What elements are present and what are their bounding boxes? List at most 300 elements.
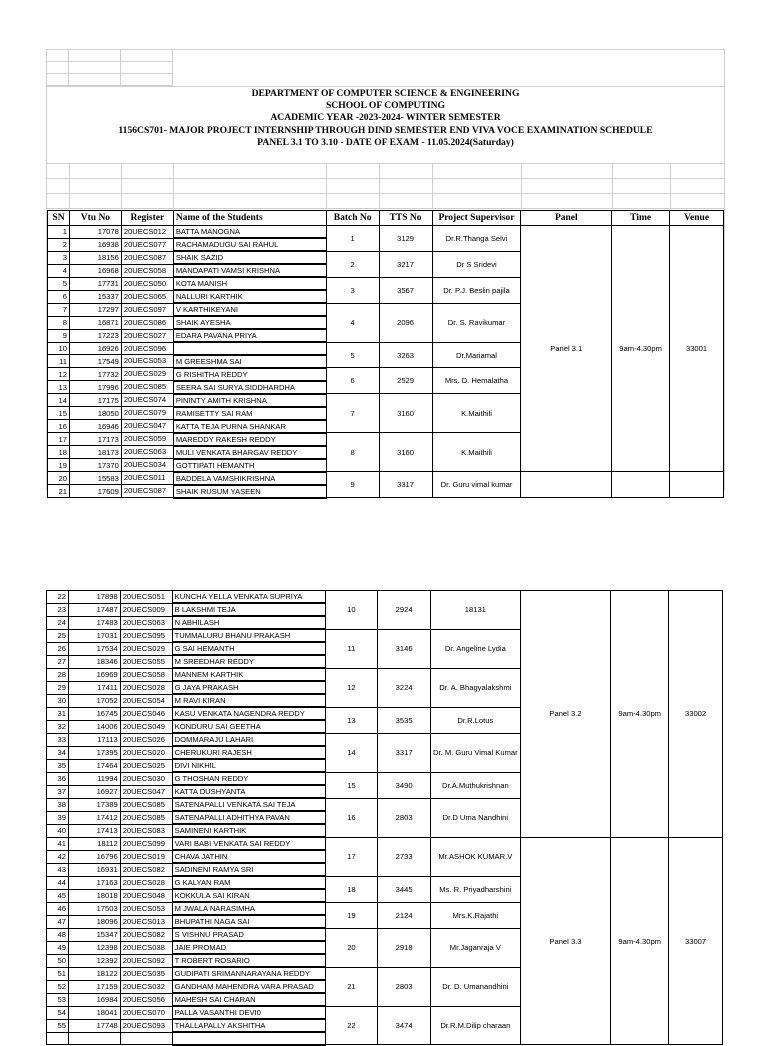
student-name-cell: BADDELA VAMSHIKRISHNA	[173, 472, 326, 485]
student-name-cell: G KALYAN RAM	[172, 876, 325, 889]
vtu-no-cell: 16927	[68, 785, 120, 798]
tts-no-cell: 3263	[379, 342, 432, 368]
register-cell: 20UECS087	[121, 485, 173, 498]
column-header-panel: Panel	[521, 211, 612, 226]
register-cell: 20UECS054	[120, 694, 172, 707]
schedule-page-1	[46, 49, 725, 496]
student-name-cell: MAREDDY RAKESH REDDY	[173, 433, 326, 446]
sn-cell: 31	[47, 707, 69, 720]
sn-cell: 48	[47, 928, 69, 941]
batch-no-cell: 21	[325, 967, 378, 1006]
sn-cell: 44	[47, 876, 69, 889]
student-name-cell: PININTY AMITH KRISHNA	[173, 394, 326, 407]
vtu-no-cell: 14006	[68, 720, 120, 733]
register-cell: 20UECS029	[121, 368, 173, 381]
student-name-cell: G RISHITHA REDDY	[173, 368, 326, 381]
vtu-no-cell: 17412	[68, 811, 120, 824]
sn-cell: 7	[48, 303, 70, 316]
tts-no-cell: 2924	[378, 591, 431, 630]
tts-no-cell: 3217	[379, 251, 432, 277]
venue-cell: 33002	[669, 591, 723, 838]
grid-cell	[69, 74, 121, 86]
grid-cell	[121, 50, 173, 62]
student-name-cell: M SREEDHAR REDDY	[172, 655, 325, 668]
register-cell: 20UECS029	[120, 642, 172, 655]
batch-no-cell: 16	[325, 798, 378, 837]
batch-no-cell: 10	[325, 591, 378, 630]
table-header-row	[48, 211, 724, 226]
vtu-no-cell: 17549	[69, 355, 121, 368]
student-name-cell: THALLAPALLY AKSHITHA	[172, 1019, 325, 1032]
vtu-no-cell: 11994	[68, 772, 120, 785]
batch-no-cell: 5	[326, 342, 379, 368]
grid-cell	[47, 62, 69, 74]
sn-cell: 54	[47, 1006, 69, 1019]
time-cell: 9am-4.30pm	[612, 226, 670, 472]
header-line: 1156CS701- MAJOR PROJECT INTERNSHIP THROUGH DIND SEMESTER END VIVA VOCE EXAMINATION SCHEDULE	[118, 124, 653, 136]
table-row	[47, 591, 723, 604]
project-supervisor-cell: K.Maithili	[432, 394, 521, 433]
register-cell: 20UECS050	[121, 277, 173, 290]
vtu-no-cell: 18122	[68, 967, 120, 980]
student-name-cell	[172, 1032, 325, 1045]
register-cell: 20UECS027	[121, 329, 173, 342]
column-header-supervisor: Project Supervisor	[432, 211, 521, 226]
sn-cell: 5	[48, 277, 70, 290]
register-cell: 20UECS019	[120, 850, 172, 863]
project-supervisor-cell: Dr S Sridevi	[432, 251, 521, 277]
register-cell: 20UECS096	[121, 342, 173, 355]
vtu-no-cell: 17996	[69, 381, 121, 394]
batch-no-cell: 8	[326, 433, 379, 472]
grid-line	[326, 164, 327, 209]
vtu-no-cell: 16938	[69, 238, 121, 251]
tts-no-cell: 3317	[378, 733, 431, 772]
vtu-no-cell: 18041	[68, 1006, 120, 1019]
sn-cell: 30	[47, 694, 69, 707]
project-supervisor-cell: 18131	[431, 591, 521, 630]
register-cell: 20UECS085	[120, 811, 172, 824]
student-name-cell: MULI VENKATA BHARGAV REDDY	[173, 446, 326, 459]
vtu-no-cell: 17175	[69, 394, 121, 407]
vtu-no-cell: 17223	[69, 329, 121, 342]
register-cell: 20UECS065	[121, 290, 173, 303]
register-cell: 20UECS051	[120, 591, 172, 604]
sn-cell: 16	[48, 420, 70, 433]
project-supervisor-cell: Dr.R.Lotus	[431, 707, 521, 733]
sn-cell: 2	[48, 238, 70, 251]
sn-cell: 4	[48, 264, 70, 277]
project-supervisor-cell: Dr. A. Bhagyalakshmi	[431, 668, 521, 707]
register-cell: 20UECS083	[120, 824, 172, 837]
schedule-table-continued	[46, 590, 723, 1046]
student-name-cell: MAHESH SAI CHARAN	[172, 993, 325, 1006]
vtu-no-cell: 17898	[68, 591, 120, 604]
vtu-no-cell: 17159	[68, 980, 120, 993]
register-cell: 20UECS025	[120, 759, 172, 772]
vtu-no-cell: 16745	[68, 707, 120, 720]
sn-cell: 22	[47, 591, 69, 604]
sn-cell: 17	[48, 433, 70, 446]
student-name-cell: SATENAPALLI VENKATA SAI TEJA	[172, 798, 325, 811]
table-row	[48, 226, 724, 239]
batch-no-cell: 13	[325, 707, 378, 733]
register-cell: 20UECS034	[121, 459, 173, 472]
register-cell: 20UECS059	[121, 433, 173, 446]
vtu-no-cell: 18173	[69, 446, 121, 459]
tts-no-cell: 2803	[378, 798, 431, 837]
sn-cell: 47	[47, 915, 69, 928]
register-cell: 20UECS055	[120, 655, 172, 668]
sn-cell: 10	[48, 342, 70, 355]
student-name-cell: SHAIK RUSUM YASEEN	[173, 485, 326, 498]
project-supervisor-cell: Dr. Angeline Lydia	[431, 629, 521, 668]
register-cell: 20UECS047	[120, 785, 172, 798]
vtu-no-cell: 16931	[68, 863, 120, 876]
batch-no-cell: 6	[326, 368, 379, 394]
grid-cell	[69, 62, 121, 74]
venue-cell: 33001	[670, 226, 724, 472]
project-supervisor-cell: Dr.Mariamal	[432, 342, 521, 368]
sn-cell: 53	[47, 993, 69, 1006]
sn-cell: 14	[48, 394, 70, 407]
table-row	[48, 472, 724, 485]
student-name-cell: KONDURU SAI GEETHA	[172, 720, 325, 733]
header-line: ACADEMIC YEAR -2023-2024- WINTER SEMESTER	[270, 112, 501, 124]
sn-cell: 42	[47, 850, 69, 863]
register-cell: 20UECS053	[121, 355, 173, 368]
tts-no-cell: 2124	[378, 902, 431, 928]
project-supervisor-cell: Dr.A.Muthukrishnan	[431, 772, 521, 798]
grid-row	[47, 179, 724, 194]
sn-cell: 9	[48, 329, 70, 342]
vtu-no-cell: 17297	[69, 303, 121, 316]
grid-cell	[121, 74, 173, 86]
student-name-cell: SATENAPALLI ADHITHYA PAVAN	[172, 811, 325, 824]
sn-cell: 38	[47, 798, 69, 811]
sn-cell: 15	[48, 407, 70, 420]
register-cell: 20UECS009	[120, 603, 172, 616]
register-cell: 20UECS058	[120, 668, 172, 681]
table-row	[47, 837, 723, 850]
student-name-cell: V KARTHIKEYANI	[173, 303, 326, 316]
vtu-no-cell: 18112	[68, 837, 120, 850]
register-cell: 20UECS086	[121, 316, 173, 329]
sn-cell: 49	[47, 941, 69, 954]
sn-cell: 3	[48, 251, 70, 264]
grid-line	[612, 164, 613, 209]
tts-no-cell: 3567	[379, 277, 432, 303]
grid-cell	[47, 50, 69, 62]
sn-cell: 26	[47, 642, 69, 655]
register-cell: 20UECS028	[120, 681, 172, 694]
vtu-no-cell: 16796	[68, 850, 120, 863]
register-cell: 20UECS030	[120, 772, 172, 785]
register-cell: 20UECS053	[120, 902, 172, 915]
student-name-cell: TUMMALURU BHANU PRAKASH	[172, 629, 325, 642]
sn-cell: 52	[47, 980, 69, 993]
student-name-cell: GANDHAM MAHENDRA VARA PRASAD	[172, 980, 325, 993]
register-cell: 20UECS049	[120, 720, 172, 733]
tts-no-cell: 3160	[379, 394, 432, 433]
time-cell: 9am-4.30pm	[611, 591, 669, 838]
batch-no-cell: 7	[326, 394, 379, 433]
panel-cell: Panel 3.1	[521, 226, 612, 472]
register-cell: 20UECS020	[120, 746, 172, 759]
student-name-cell: M RAVI KIRAN	[172, 694, 325, 707]
student-name-cell: NALLURI KARTHIK	[173, 290, 326, 303]
student-name-cell: DOMMARAJU LAHARI	[172, 733, 325, 746]
sn-cell: 51	[47, 967, 69, 980]
vtu-no-cell: 17732	[69, 368, 121, 381]
batch-no-cell: 1	[326, 226, 379, 252]
register-cell: 20UECS092	[120, 954, 172, 967]
vtu-no-cell: 17464	[68, 759, 120, 772]
student-name-cell: CHERUKURI RAJESH	[172, 746, 325, 759]
sn-cell: 35	[47, 759, 69, 772]
sn-cell: 55	[47, 1019, 69, 1032]
project-supervisor-cell: Mr.ASHOK KUMAR.V	[431, 837, 521, 876]
register-cell: 20UECS012	[121, 226, 173, 239]
grid-line	[521, 164, 522, 209]
venue-cell	[670, 472, 724, 498]
student-name-cell: S VISHNU PRASAD	[172, 928, 325, 941]
grid-line	[670, 164, 671, 209]
student-name-cell: EDARA PAVANA PRIYA	[173, 329, 326, 342]
sn-cell	[47, 1032, 69, 1045]
tts-no-cell: 3535	[378, 707, 431, 733]
sn-cell: 11	[48, 355, 70, 368]
vtu-no-cell: 17534	[68, 642, 120, 655]
register-cell: 20UECS058	[121, 264, 173, 277]
column-header-sn: SN	[48, 211, 70, 226]
sn-cell: 18	[48, 446, 70, 459]
project-supervisor-cell: Dr.R.Thanga Selvi	[432, 226, 521, 252]
student-name-cell: SEERA SAI SURYA SIDDHARDHA	[173, 381, 326, 394]
blank-grid-top	[47, 50, 724, 86]
tts-no-cell: 3129	[379, 226, 432, 252]
student-name-cell: GUDIPATI SRIMANNARAYANA REDDY	[172, 967, 325, 980]
project-supervisor-cell: Mr.Jaganraja V	[431, 928, 521, 967]
student-name-cell: KATTA DUSHYANTA	[172, 785, 325, 798]
tts-no-cell: 3146	[378, 629, 431, 668]
vtu-no-cell: 17483	[68, 616, 120, 629]
register-cell: 20UECS085	[120, 798, 172, 811]
vtu-no-cell: 17411	[68, 681, 120, 694]
tts-no-cell: 2529	[379, 368, 432, 394]
sn-cell: 34	[47, 746, 69, 759]
sn-cell: 13	[48, 381, 70, 394]
tts-no-cell: 3224	[378, 668, 431, 707]
vtu-no-cell: 17748	[68, 1019, 120, 1032]
schedule-page-2	[46, 590, 723, 1031]
project-supervisor-cell: Mrs. D. Hemalatha	[432, 368, 521, 394]
student-name-cell: VARI BABI VENKATA SAI REDDY	[172, 837, 325, 850]
vtu-no-cell: 17370	[69, 459, 121, 472]
tts-no-cell: 2918	[378, 928, 431, 967]
project-supervisor-cell: Mrs.K.Rajathi	[431, 902, 521, 928]
grid-cell	[121, 62, 173, 74]
register-cell: 20UECS070	[120, 1006, 172, 1019]
vtu-no-cell: 12392	[68, 954, 120, 967]
project-supervisor-cell: Dr. D. Umanandhini	[431, 967, 521, 1006]
vtu-no-cell: 12398	[68, 941, 120, 954]
register-cell: 20UECS056	[120, 993, 172, 1006]
student-name-cell: SHAIK SAZID	[173, 251, 326, 264]
project-supervisor-cell: Dr.R.M.Dilip charaan	[431, 1006, 521, 1045]
project-supervisor-cell: K.Maithili	[432, 433, 521, 472]
panel-cell	[521, 472, 612, 498]
tts-no-cell: 3490	[378, 772, 431, 798]
batch-no-cell: 20	[325, 928, 378, 967]
batch-no-cell: 12	[325, 668, 378, 707]
column-header-time: Time	[612, 211, 670, 226]
vtu-no-cell: 15583	[69, 472, 121, 485]
grid-line	[121, 164, 122, 209]
student-name-cell: MANNEM KARTHIK	[172, 668, 325, 681]
tts-no-cell: 2733	[378, 837, 431, 876]
register-cell: 20UECS095	[120, 629, 172, 642]
register-cell: 20UECS063	[121, 446, 173, 459]
venue-cell: 33007	[669, 837, 723, 1045]
vtu-no-cell: 16969	[68, 668, 120, 681]
vtu-no-cell: 18096	[68, 915, 120, 928]
tts-no-cell: 2096	[379, 303, 432, 342]
batch-no-cell: 15	[325, 772, 378, 798]
batch-no-cell: 18	[325, 876, 378, 902]
student-name-cell: KATTA TEJA PURNA SHANKAR	[173, 420, 326, 433]
register-cell: 20UECS082	[120, 863, 172, 876]
student-name-cell: G THOSHAN REDDY	[172, 772, 325, 785]
grid-cell	[69, 50, 121, 62]
student-name-cell: G JAYA PRAKASH	[172, 681, 325, 694]
project-supervisor-cell: Dr.D Uma Nandhini	[431, 798, 521, 837]
student-name-cell: G SAI HEMANTH	[172, 642, 325, 655]
sn-cell: 50	[47, 954, 69, 967]
register-cell	[120, 1032, 172, 1045]
student-name-cell: RACHAMADUGU SAI RAHUL	[173, 238, 326, 251]
student-name-cell: CHAVA JATHIN	[172, 850, 325, 863]
vtu-no-cell: 15337	[69, 290, 121, 303]
tts-no-cell: 3317	[379, 472, 432, 498]
batch-no-cell: 17	[325, 837, 378, 876]
project-supervisor-cell: Dr. S. Ravikumar	[432, 303, 521, 342]
tts-no-cell: 3445	[378, 876, 431, 902]
student-name-cell: KUNCHA YELLA VENKATA SUPRIYA	[172, 591, 325, 604]
vtu-no-cell: 17052	[68, 694, 120, 707]
student-name-cell: MANDAPATI VAMSI KRISHNA	[173, 264, 326, 277]
header-line: DEPARTMENT OF COMPUTER SCIENCE & ENGINEERING	[251, 88, 520, 99]
project-supervisor-cell: Dr. M. Guru Vimal Kumar	[431, 733, 521, 772]
student-name-cell: M GREESHMA SAI	[173, 355, 326, 368]
grid-line	[69, 164, 70, 209]
register-cell: 20UECS047	[121, 420, 173, 433]
vtu-no-cell: 17173	[69, 433, 121, 446]
vtu-no-cell: 16984	[68, 993, 120, 1006]
vtu-no-cell: 18346	[68, 655, 120, 668]
sn-cell: 19	[48, 459, 70, 472]
batch-no-cell: 19	[325, 902, 378, 928]
register-cell: 20UECS077	[121, 238, 173, 251]
sn-cell: 40	[47, 824, 69, 837]
student-name-cell: BHUPATHI NAGA SAI	[172, 915, 325, 928]
vtu-no-cell: 17487	[68, 603, 120, 616]
sn-cell: 12	[48, 368, 70, 381]
batch-no-cell: 2	[326, 251, 379, 277]
sn-cell: 39	[47, 811, 69, 824]
time-cell: 9am-4.30pm	[611, 837, 669, 1045]
sn-cell: 8	[48, 316, 70, 329]
register-cell: 20UECS011	[121, 472, 173, 485]
column-header-name: Name of the Students	[173, 211, 326, 226]
register-cell: 20UECS087	[121, 251, 173, 264]
register-cell: 20UECS099	[120, 837, 172, 850]
vtu-no-cell: 16926	[69, 342, 121, 355]
document-header	[47, 86, 724, 164]
vtu-no-cell: 17609	[69, 485, 121, 498]
student-name-cell	[173, 342, 326, 355]
tts-no-cell: 2803	[378, 967, 431, 1006]
sn-cell: 33	[47, 733, 69, 746]
register-cell: 20UECS082	[120, 928, 172, 941]
vtu-no-cell: 18050	[69, 407, 121, 420]
column-header-register: Register	[121, 211, 173, 226]
time-cell	[612, 472, 670, 498]
student-name-cell: JAIE PROMAD	[172, 941, 325, 954]
batch-no-cell: 22	[325, 1006, 378, 1045]
sn-cell: 29	[47, 681, 69, 694]
sn-cell: 43	[47, 863, 69, 876]
student-name-cell: KOKKULA SAI KIRAN	[172, 889, 325, 902]
student-name-cell: PALLA VASANTHI DEVI0	[172, 1006, 325, 1019]
grid-row	[47, 194, 724, 209]
tts-no-cell: 3160	[379, 433, 432, 472]
student-name-cell: RAMISETTY SAI RAM	[173, 407, 326, 420]
project-supervisor-cell: Ms. R. Priyadharshini	[431, 876, 521, 902]
vtu-no-cell: 17503	[68, 902, 120, 915]
vtu-no-cell: 17395	[68, 746, 120, 759]
register-cell: 20UECS093	[120, 1019, 172, 1032]
project-supervisor-cell: Dr. P.J. Beslin pajila	[432, 277, 521, 303]
batch-no-cell: 9	[326, 472, 379, 498]
header-line: PANEL 3.1 TO 3.10 - DATE OF EXAM - 11.05.2024(Saturday)	[257, 136, 514, 148]
vtu-no-cell: 17078	[69, 226, 121, 239]
vtu-no-cell: 17389	[68, 798, 120, 811]
sn-cell: 28	[47, 668, 69, 681]
grid-cell	[47, 74, 69, 86]
grid-line	[432, 164, 433, 209]
sn-cell: 23	[47, 603, 69, 616]
column-header-vtu-no: Vtu No	[69, 211, 121, 226]
vtu-no-cell: 18018	[68, 889, 120, 902]
sn-cell: 20	[48, 472, 70, 485]
grid-line	[379, 164, 380, 209]
register-cell: 20UECS097	[121, 303, 173, 316]
vtu-no-cell: 17731	[69, 277, 121, 290]
register-cell: 20UECS074	[121, 394, 173, 407]
student-name-cell: SAMINENI KARTHIK	[172, 824, 325, 837]
sn-cell: 32	[47, 720, 69, 733]
column-header-tts-no: TTS No	[379, 211, 432, 226]
register-cell: 20UECS038	[120, 941, 172, 954]
student-name-cell: SHAIK AYESHA	[173, 316, 326, 329]
panel-cell: Panel 3.3	[520, 837, 611, 1045]
student-name-cell: SADINENI RAMYA SRI	[172, 863, 325, 876]
register-cell: 20UECS048	[120, 889, 172, 902]
student-name-cell: T ROBERT ROSARIO	[172, 954, 325, 967]
register-cell: 20UECS026	[120, 733, 172, 746]
grid-line	[173, 164, 174, 209]
